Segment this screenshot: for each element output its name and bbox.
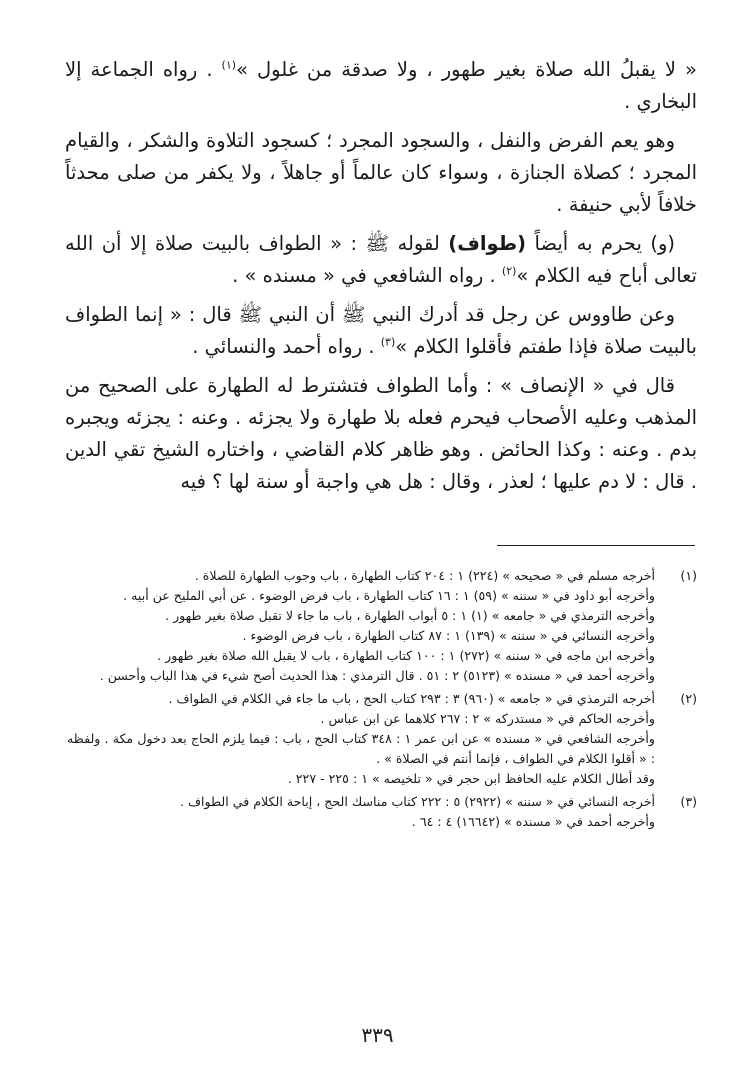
main-text <box>65 54 697 505</box>
bold-term: (طواف) <box>448 232 527 255</box>
text-segment: قال في « الإنصاف » : وأما الطواف فتشترط له الطهارة على الصحيح من المذهب وعليه الأصحاب فيحرم فعله بلا طهارة ولا يجزئه . وعنه : يجزئه ويجبره بدم . وعنه : وكذا الحائض . وهو ظاهر كلام القاضي ، واختاره الشيخ تقي الدين . قال : لا دم عليها ؛ لعذر ، وقال : هل هي واجبة أو سنة لها ؟ فيه <box>65 374 697 493</box>
footnote-line: وأخرجه الشافعي في « مسنده » عن ابن عمر ١ : ٣٤٨ كتاب الحج ، باب : فيما يلزم الحاج بعد دخول مكة . ولفظه : « أقلوا الكلام في الطواف ، فإنما أنتم في الصلاة » . <box>67 731 656 766</box>
footnote-ref-3: (٣) <box>380 335 396 349</box>
text-segment: « لا يقبلُ الله صلاة بغير طهور ، ولا صدقة من غلول » <box>236 58 697 81</box>
footnote-body <box>67 792 655 832</box>
text-segment: (و) يحرم به أيضاً <box>526 232 676 255</box>
footnote-number: (١) <box>680 568 697 583</box>
footnote-line: وأخرجه النسائي في « سننه » (١٣٩) ١ : ٨٧ كتاب الطهارة ، باب فرض الوضوء . <box>242 628 655 643</box>
footnote-line: أخرجه النسائي في « سننه » (٢٩٢٢) ٥ : ٢٢٢ كتاب مناسك الحج ، إباحة الكلام في الطواف . <box>179 794 655 809</box>
footnote-3 <box>67 792 697 832</box>
footnote-2 <box>67 689 697 789</box>
footnote-number: (٣) <box>680 794 697 809</box>
footnote-body <box>67 689 655 789</box>
footnote-line: وأخرجه أحمد في « مسنده » (١٦٦٤٢) ٤ : ٦٤ . <box>411 814 655 829</box>
text-segment: وهو يعم الفرض والنفل ، والسجود المجرد ؛ كسجود التلاوة والشكر ، والقيام المجرد ؛ كصلاة الجنازة ، وسواء كان عالماً أو جاهلاً ، ولا يكفر من صلى محدثاً خلافاً لأبي حنيفة . <box>65 129 697 216</box>
text-segment: . رواه الجماعة إلا البخاري . <box>65 58 697 113</box>
text-segment: . رواه الشافعي في « مسنده » . <box>232 264 502 287</box>
footnote-line: أخرجه مسلم في « صحيحه » (٢٢٤) ١ : ٢٠٤ كتاب الطهارة ، باب وجوب الطهارة للصلاة . <box>194 568 655 583</box>
paragraph-4 <box>65 299 697 363</box>
paragraph-5 <box>65 370 697 498</box>
footnote-ref-1: (١) <box>221 58 237 72</box>
footnotes <box>67 566 697 835</box>
paragraph-2 <box>65 125 697 221</box>
text-segment: . رواه أحمد والنسائي . <box>192 335 381 358</box>
footnote-ref-2: (٢) <box>501 264 517 278</box>
footnote-line: أخرجه الترمذي في « جامعه » (٩٦٠) ٣ : ٢٩٣ كتاب الحج ، باب ما جاء في الكلام في الطواف . <box>168 691 655 706</box>
footnote-line: وقد أطال الكلام عليه الحافظ ابن حجر في « تلخيصه » ١ : ٢٢٥ - ٢٢٧ . <box>287 771 655 786</box>
page-number: ٣٣٩ <box>361 1023 394 1047</box>
paragraph-3 <box>65 228 697 292</box>
footnote-line: وأخرجه أحمد في « مسنده » (٥١٢٣) ٢ : ٥١ . قال الترمذي : هذا الحديث أصح شيء في هذا الباب وأحسن . <box>99 668 655 683</box>
footnote-number: (٢) <box>680 691 697 706</box>
footnote-line: وأخرجه أبو داود في « سننه » (٥٩) ١ : ١٦ كتاب الطهارة ، باب فرض الوضوء . عن أبي المليح عن أبيه . <box>123 588 655 603</box>
text-segment: لقوله ﷺ : « الطواف بالبيت صلاة إلا أن الله تعالى أباح فيه الكلام » <box>65 232 697 287</box>
footnote-line: وأخرجه الترمذي في « جامعه » (١) ١ : ٥ أبواب الطهارة ، باب ما جاء لا تقبل صلاة بغير طهور . <box>165 608 655 623</box>
paragraph-1 <box>65 54 697 118</box>
footnote-body <box>67 566 655 686</box>
text-segment: وعن طاووس عن رجل قد أدرك النبي ﷺ أن النبي ﷺ قال : « إنما الطواف بالبيت صلاة فإذا طفتم فأقلوا الكلام » <box>65 303 697 358</box>
footnote-line: وأخرجه الحاكم في « مستدركه » ٢ : ٢٦٧ كلاهما عن ابن عباس . <box>320 711 655 726</box>
footnote-line: وأخرجه ابن ماجه في « سننه » (٢٧٢) ١ : ١٠٠ كتاب الطهارة ، باب لا يقبل الله صلاة بغير طهور . <box>157 648 655 663</box>
footnote-1 <box>67 566 697 686</box>
footnote-separator <box>497 545 695 546</box>
